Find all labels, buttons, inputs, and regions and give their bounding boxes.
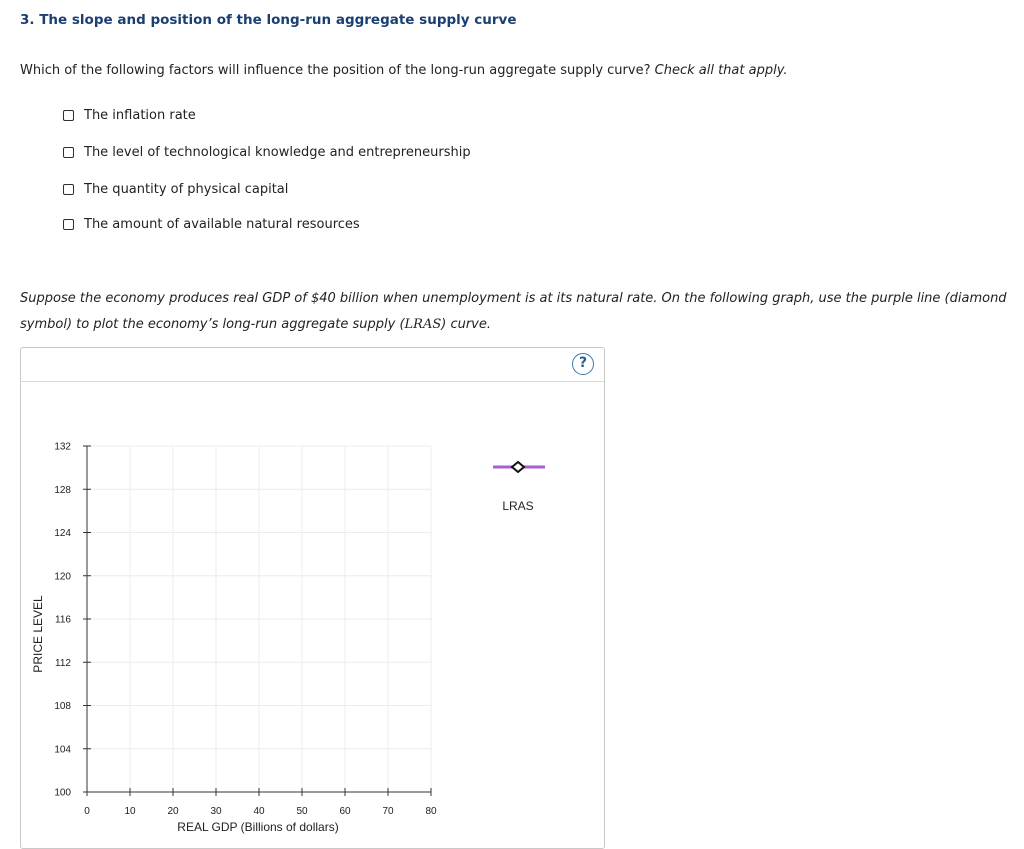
lras-legend-tool[interactable]: [493, 462, 545, 513]
x-tick-label: 20: [167, 806, 179, 817]
help-icon[interactable]: ?: [572, 353, 594, 375]
answer-options: [63, 106, 471, 233]
instructions-line-1: Suppose the economy produces real GDP of $40 billion when unemployment is at its natural rate. On the following graph, use the purple line (diamond: [20, 291, 1007, 306]
instructions-line-2-pre: symbol) to plot the economy’s long-run aggregate supply (: [20, 317, 405, 332]
option-label: The quantity of physical capital: [84, 181, 289, 197]
checkbox-natural-resources[interactable]: [63, 219, 74, 230]
y-tick-label: 116: [55, 614, 71, 626]
y-tick-label: 128: [54, 484, 71, 496]
y-tick-label: 112: [55, 657, 71, 669]
x-tick-label: 60: [339, 806, 351, 817]
x-tick-label: 10: [124, 806, 136, 817]
diamond-icon[interactable]: [512, 462, 524, 472]
x-axis-label: REAL GDP (Billions of dollars): [177, 820, 339, 834]
option-technological-knowledge[interactable]: [63, 143, 471, 161]
option-inflation-rate[interactable]: [63, 106, 471, 124]
lras-math-label: LRAS: [404, 317, 442, 332]
y-tick-label: 124: [54, 528, 71, 539]
checkbox-physical-capital[interactable]: [63, 184, 74, 195]
option-label: The level of technological knowledge and entrepreneurship: [84, 144, 471, 160]
x-tick-label: 0: [84, 806, 90, 817]
x-tick-label: 80: [425, 806, 437, 817]
graph-panel: [20, 347, 605, 849]
checkbox-inflation-rate[interactable]: [63, 110, 74, 121]
option-physical-capital[interactable]: [63, 180, 471, 198]
x-tick-label: 30: [210, 806, 222, 817]
option-label: The amount of available natural resources: [84, 216, 360, 232]
option-label: The inflation rate: [84, 107, 196, 123]
checkbox-technological-knowledge[interactable]: [63, 147, 74, 158]
graph-instructions: [20, 286, 1010, 338]
y-axis-label: PRICE LEVEL: [31, 595, 45, 673]
graph-header: [21, 348, 604, 382]
y-tick-label: 132: [54, 441, 71, 453]
y-tick-label: 108: [54, 701, 71, 712]
y-tick-label: 104: [54, 744, 71, 756]
question-prompt-text: Which of the following factors will influence the position of the long-run aggregate supply curve?: [20, 63, 651, 78]
question-title: 3. The slope and position of the long-run aggregate supply curve: [20, 12, 517, 28]
y-tick-label: 100: [54, 787, 71, 799]
instructions-line-2: [20, 312, 1010, 338]
x-tick-label: 70: [382, 806, 394, 817]
question-prompt: [20, 63, 788, 78]
x-tick-label: 40: [253, 806, 265, 817]
lras-chart[interactable]: [21, 382, 604, 848]
instructions-line-2-post: ) curve.: [441, 317, 492, 332]
option-natural-resources[interactable]: [63, 215, 471, 233]
legend-label: LRAS: [502, 499, 534, 513]
x-tick-label: 50: [296, 806, 308, 817]
y-tick-label: 120: [54, 571, 71, 583]
question-prompt-hint: Check all that apply.: [654, 63, 788, 78]
